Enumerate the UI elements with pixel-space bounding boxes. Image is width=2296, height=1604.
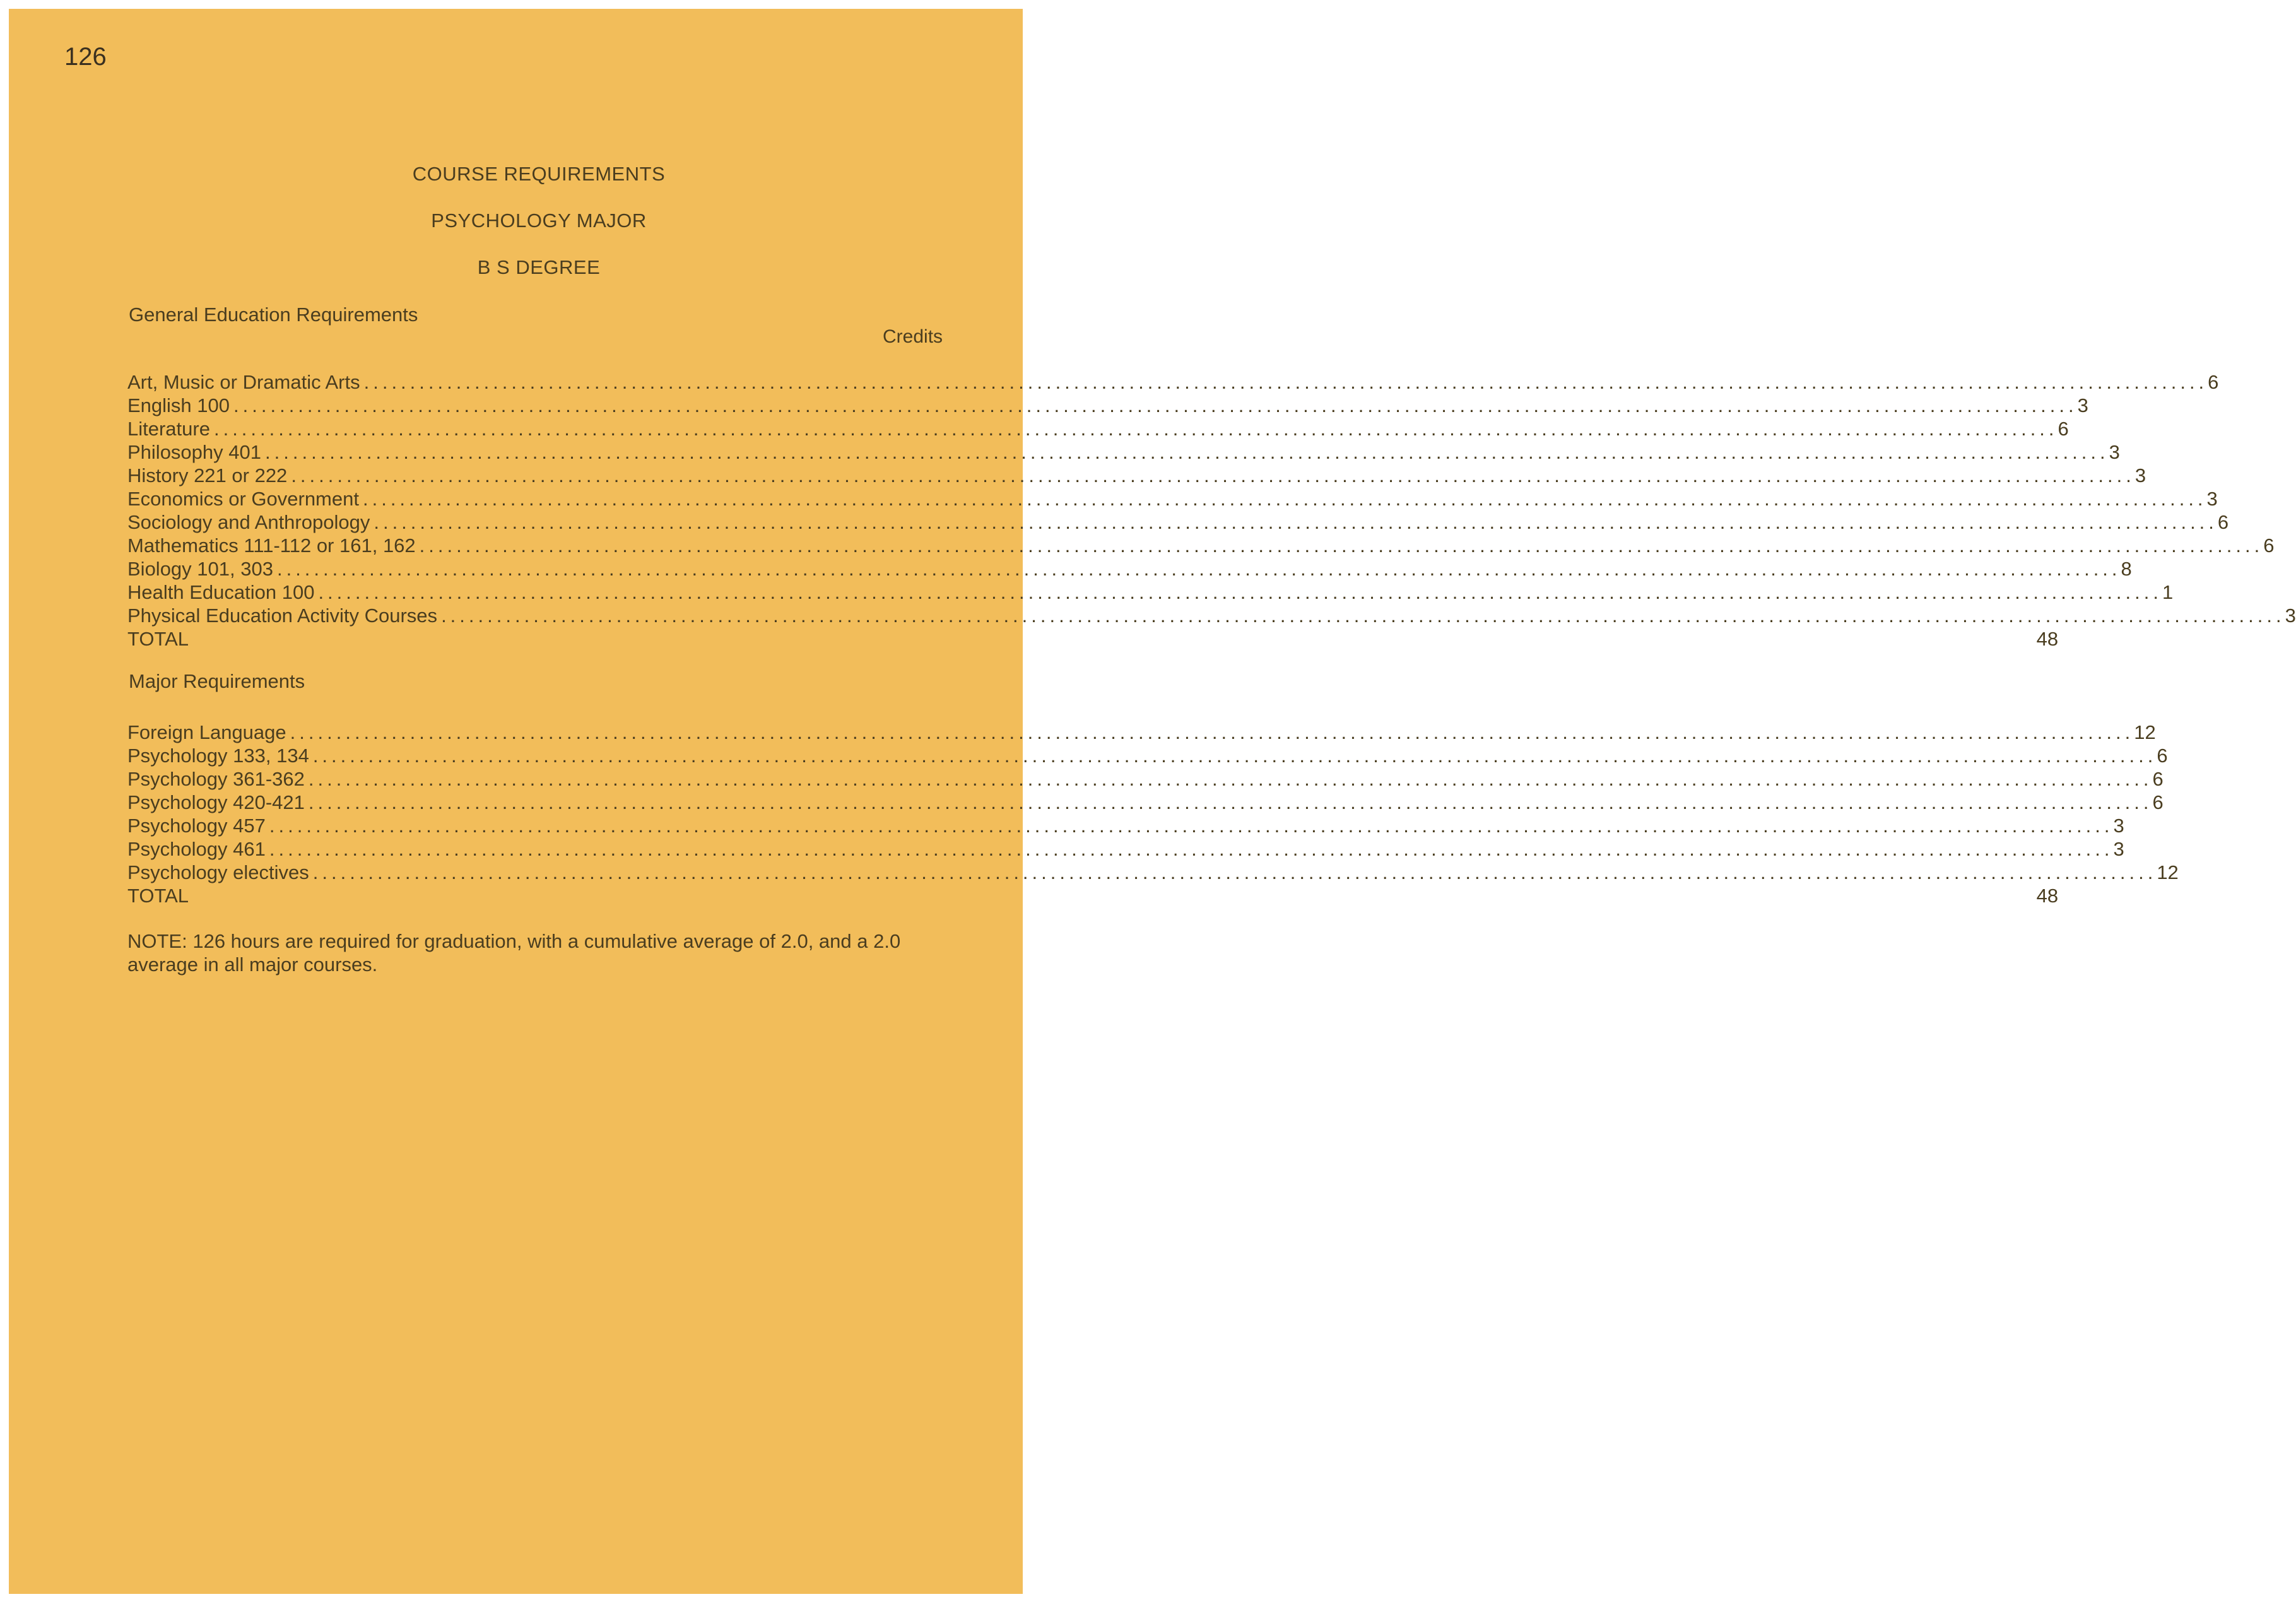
course-credits: 1 — [2162, 581, 2174, 603]
list-item — [127, 417, 2069, 440]
dot-leader: ........................................................................................................................................................................................................ — [312, 861, 2157, 883]
dot-leader: ........................................................................................................................................................................................................ — [441, 604, 2285, 627]
dot-leader: ........................................................................................................................................................................................................ — [419, 534, 2264, 557]
major-requirements-list — [127, 721, 2179, 907]
course-credits: 6 — [2058, 418, 2069, 440]
total-row — [127, 884, 2059, 907]
course-credits: 6 — [2217, 511, 2229, 533]
course-credits: 3 — [2109, 441, 2120, 463]
course-label: History 221 or 222 — [127, 464, 288, 487]
general-education-title: General Education Requirements — [129, 304, 418, 326]
course-label: Philosophy 401 — [127, 441, 261, 463]
course-credits: 12 — [2157, 861, 2179, 883]
dot-leader: ........................................................................................................................................................................................................ — [362, 488, 2207, 510]
course-credits: 8 — [2121, 558, 2132, 580]
course-label: Psychology 461 — [127, 838, 266, 860]
list-item — [127, 791, 2164, 814]
course-label: Mathematics 111-112 or 161, 162 — [127, 534, 416, 557]
course-credits: 6 — [2263, 534, 2275, 557]
course-label: Literature — [127, 418, 210, 440]
list-item — [127, 604, 2296, 627]
major-requirements-title: Major Requirements — [129, 670, 305, 692]
course-credits: 3 — [2113, 815, 2124, 837]
list-item — [127, 370, 2219, 394]
course-credits: 3 — [2113, 838, 2124, 860]
dot-leader: ........................................................................................................................................................................................................ — [269, 838, 2114, 860]
general-education-list — [127, 370, 2296, 651]
dot-leader: ........................................................................................................................................................................................................ — [308, 768, 2153, 790]
dot-leader: ........................................................................................................................................................................................................ — [308, 791, 2153, 813]
degree-heading: B S DEGREE — [477, 256, 601, 278]
course-label: Foreign Language — [127, 721, 286, 743]
course-label: Economics or Government — [127, 488, 359, 510]
list-item — [127, 487, 2218, 510]
list-item — [127, 721, 2156, 744]
total-label: TOTAL — [127, 885, 189, 907]
list-item — [127, 394, 2088, 417]
course-label: Psychology 457 — [127, 815, 266, 837]
list-item — [127, 767, 2164, 791]
dot-leader: ........................................................................................................................................................................................................ — [265, 441, 2109, 463]
course-label: Health Education 100 — [127, 581, 315, 603]
dot-leader: ........................................................................................................................................................................................................ — [269, 815, 2114, 837]
list-item — [127, 581, 2174, 604]
list-item — [127, 510, 2229, 534]
dot-leader: ........................................................................................................................................................................................................ — [233, 394, 2078, 416]
course-label: Art, Music or Dramatic Arts — [127, 371, 360, 393]
total-value: 48 — [2036, 885, 2059, 907]
course-credits: 6 — [2157, 745, 2168, 767]
course-credits: 3 — [2077, 394, 2088, 416]
list-item — [127, 814, 2124, 837]
course-credits: 12 — [2134, 721, 2156, 743]
course-label: Psychology 361-362 — [127, 768, 305, 790]
course-label: Psychology 420-421 — [127, 791, 305, 813]
course-credits: 6 — [2152, 768, 2164, 790]
course-credits: 6 — [2152, 791, 2164, 813]
dot-leader: ........................................................................................................................................................................................................ — [291, 464, 2135, 487]
list-item — [127, 744, 2168, 767]
course-label: Biology 101, 303 — [127, 558, 273, 580]
document-page — [9, 9, 2296, 1594]
total-label: TOTAL — [127, 628, 189, 650]
course-credits: 3 — [2134, 464, 2146, 487]
list-item — [127, 557, 2132, 581]
course-label: Psychology electives — [127, 861, 309, 883]
dot-leader: ........................................................................................................................................................................................................ — [318, 581, 2162, 603]
list-item — [127, 837, 2124, 861]
dot-leader: ........................................................................................................................................................................................................ — [276, 558, 2121, 580]
list-item — [127, 534, 2275, 557]
major-heading: PSYCHOLOGY MAJOR — [431, 209, 647, 232]
page-number: 126 — [64, 43, 107, 71]
course-credits: 3 — [2285, 604, 2296, 627]
dot-leader: ........................................................................................................................................................................................................ — [290, 721, 2134, 743]
list-item — [127, 861, 2179, 884]
graduation-note: NOTE: 126 hours are required for graduation, with a cumulative average of 2.0, and a 2.0 average in all major courses. — [127, 930, 901, 976]
credits-column-header: Credits — [883, 326, 943, 347]
total-value: 48 — [2036, 628, 2059, 650]
list-item — [127, 464, 2146, 487]
course-label: English 100 — [127, 394, 230, 416]
dot-leader: ........................................................................................................................................................................................................ — [312, 745, 2157, 767]
course-label: Psychology 133, 134 — [127, 745, 309, 767]
course-credits: 6 — [2208, 371, 2219, 393]
course-credits: 3 — [2206, 488, 2218, 510]
course-label: Physical Education Activity Courses — [127, 604, 438, 627]
document-title: COURSE REQUIREMENTS — [412, 163, 666, 185]
course-label: Sociology and Anthropology — [127, 511, 370, 533]
dot-leader: ........................................................................................................................................................................................................ — [363, 371, 2208, 393]
dot-leader: ........................................................................................................................................................................................................ — [374, 511, 2218, 533]
dot-leader: ........................................................................................................................................................................................................ — [213, 418, 2058, 440]
total-row — [127, 627, 2059, 651]
list-item — [127, 440, 2120, 464]
